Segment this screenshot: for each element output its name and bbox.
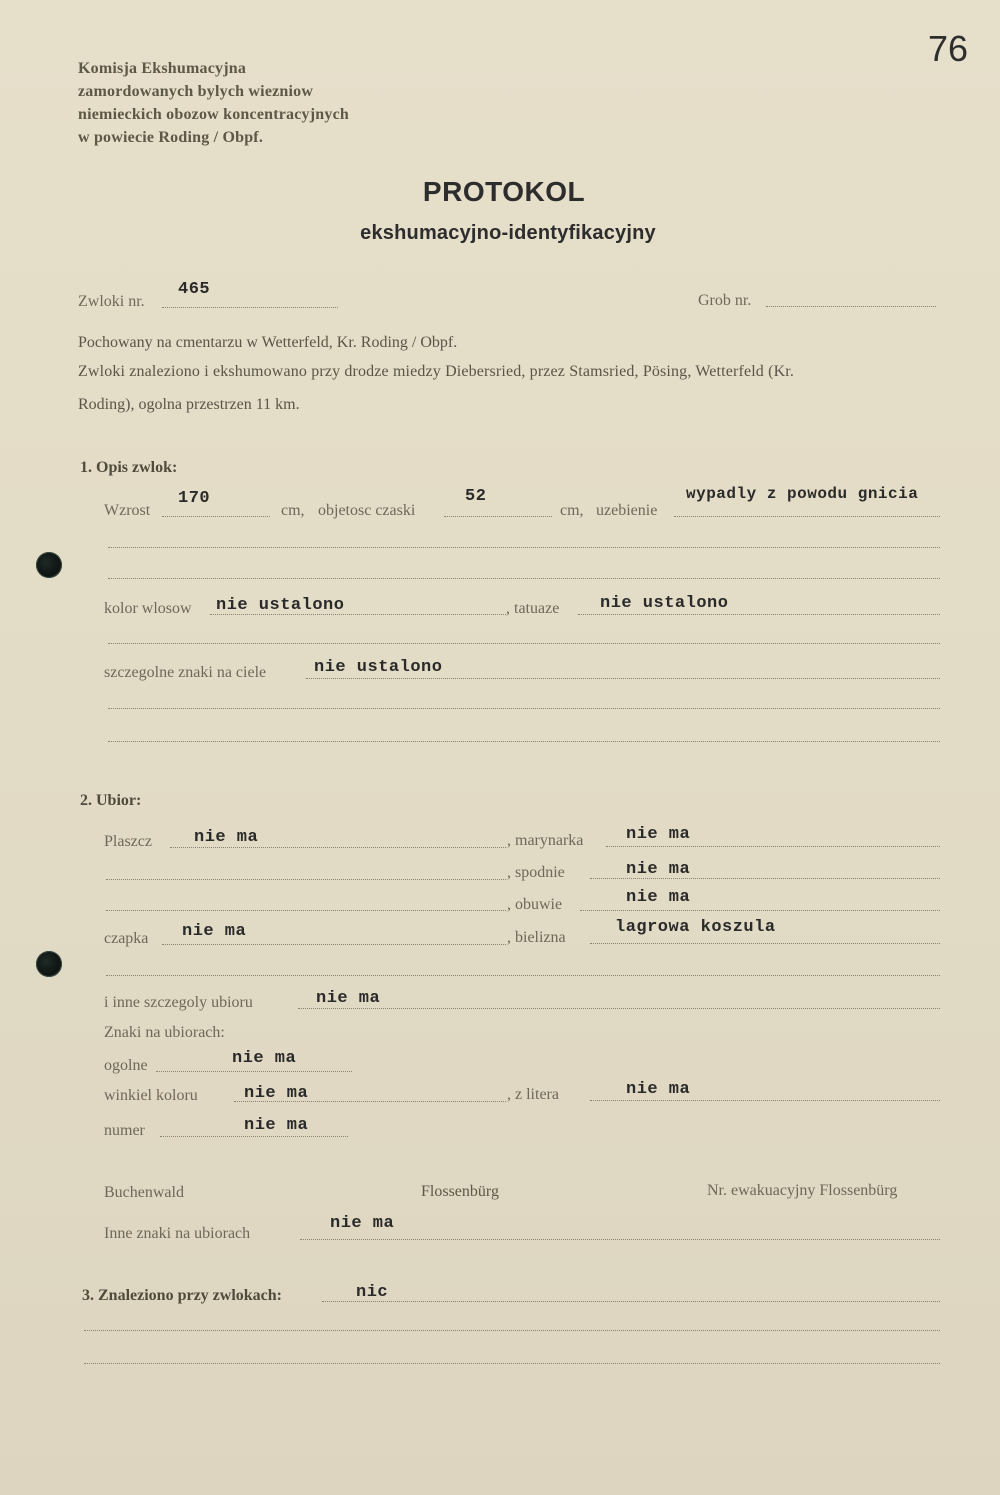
tattoo-label: , tatuaze bbox=[506, 600, 560, 617]
trousers-label: , spodnie bbox=[507, 864, 565, 881]
other-details-value: nie ma bbox=[316, 989, 381, 1008]
other-clothing-marks-value: nie ma bbox=[330, 1214, 395, 1233]
blank-line bbox=[108, 708, 940, 709]
height-unit: cm, bbox=[281, 502, 305, 519]
triangle-color-value: nie ma bbox=[244, 1084, 309, 1103]
teeth-value: wypadly z powodu gnicia bbox=[686, 485, 919, 503]
camp-buchenwald-label: Buchenwald bbox=[104, 1184, 184, 1201]
found-items-line bbox=[322, 1301, 940, 1302]
section-3-heading: 3. Znaleziono przy zwlokach: bbox=[82, 1287, 282, 1304]
blank-line bbox=[108, 741, 940, 742]
general-marks-line bbox=[156, 1071, 352, 1072]
skull-value: 52 bbox=[465, 487, 487, 506]
underwear-label: , bielizna bbox=[507, 929, 566, 946]
document-title: PROTOKOL bbox=[422, 176, 586, 207]
trousers-value: nie ma bbox=[626, 860, 691, 879]
triangle-color-label: winkiel koloru bbox=[104, 1087, 198, 1104]
letter-value: nie ma bbox=[626, 1080, 691, 1099]
cap-label: czapka bbox=[104, 930, 149, 947]
number-label: numer bbox=[104, 1122, 145, 1139]
coat-line bbox=[170, 847, 506, 848]
blank-line bbox=[108, 578, 940, 579]
shoes-line bbox=[580, 910, 940, 911]
other-clothing-marks-line bbox=[300, 1239, 940, 1240]
section-1-heading: 1. Opis zwlok: bbox=[80, 459, 178, 476]
section-2-heading: 2. Ubior: bbox=[80, 792, 142, 809]
jacket-value: nie ma bbox=[626, 825, 691, 844]
general-marks-value: nie ma bbox=[232, 1049, 297, 1068]
evacuation-number-label: Nr. ewakuacyjny Flossenbürg bbox=[707, 1182, 898, 1199]
body-number-label: Zwloki nr. bbox=[78, 293, 145, 310]
blank-line bbox=[106, 910, 506, 911]
underwear-value: lagrowa koszula bbox=[615, 918, 776, 937]
burial-line-2: Zwloki znaleziono i ekshumowano przy drodze miedzy Diebersried, przez Stamsried, Pösing, Wetterfeld (Kr. bbox=[78, 363, 795, 380]
blank-line bbox=[106, 975, 940, 976]
camp-flossenburg-label: Flossenbürg bbox=[421, 1183, 499, 1200]
coat-value: nie ma bbox=[194, 828, 259, 847]
document-subtitle: ekshumacyjno-identyfikacyjny bbox=[360, 222, 656, 244]
teeth-label: uzebienie bbox=[596, 502, 658, 519]
blank-line bbox=[106, 879, 506, 880]
body-number-value: 465 bbox=[178, 280, 211, 299]
skull-line bbox=[444, 516, 552, 517]
blank-line bbox=[108, 643, 940, 644]
tattoo-value: nie ustalono bbox=[600, 594, 729, 613]
burial-line-3: Roding), ogolna przestrzen 11 km. bbox=[78, 396, 300, 413]
jacket-label: , marynarka bbox=[507, 832, 584, 849]
burial-line-1: Pochowany na cmentarzu w Wetterfeld, Kr. Roding / Obpf. bbox=[78, 334, 458, 351]
body-number-line bbox=[162, 307, 338, 308]
body-marks-label: szczegolne znaki na ciele bbox=[104, 664, 267, 681]
height-label: Wzrost bbox=[104, 502, 151, 519]
blank-line bbox=[108, 547, 940, 548]
cap-value: nie ma bbox=[182, 922, 247, 941]
coat-label: Plaszcz bbox=[104, 833, 152, 850]
number-value: nie ma bbox=[244, 1116, 309, 1135]
jacket-line bbox=[606, 846, 940, 847]
shoes-label: , obuwie bbox=[507, 896, 563, 913]
page-number: 76 bbox=[928, 28, 969, 69]
skull-unit: cm, bbox=[560, 502, 584, 519]
other-clothing-marks-label: Inne znaki na ubiorach bbox=[104, 1225, 251, 1242]
height-line bbox=[162, 516, 270, 517]
general-marks-label: ogolne bbox=[104, 1057, 148, 1074]
body-marks-line bbox=[306, 678, 940, 679]
blank-line bbox=[84, 1330, 940, 1331]
height-value: 170 bbox=[178, 489, 211, 508]
blank-line bbox=[84, 1363, 940, 1364]
grave-number-label: Grob nr. bbox=[698, 292, 752, 309]
cap-line bbox=[162, 944, 506, 945]
binder-hole bbox=[36, 552, 62, 578]
found-items-value: nic bbox=[356, 1283, 389, 1302]
binder-hole bbox=[36, 951, 62, 977]
skull-label: objetosc czaski bbox=[318, 502, 416, 519]
letter-line bbox=[590, 1100, 940, 1101]
header-line-2: zamordowanych bylych wiezniow bbox=[78, 83, 314, 100]
header-line-1: Komisja Ekshumacyjna bbox=[78, 60, 247, 77]
teeth-line bbox=[674, 516, 940, 517]
letter-label: , z litera bbox=[507, 1086, 559, 1103]
other-details-line bbox=[298, 1008, 940, 1009]
tattoo-line bbox=[578, 614, 940, 615]
other-details-label: i inne szczegoly ubioru bbox=[104, 994, 253, 1011]
hair-color-label: kolor wlosow bbox=[104, 600, 192, 617]
header-line-4: w powiecie Roding / Obpf. bbox=[78, 129, 264, 146]
hair-color-value: nie ustalono bbox=[216, 596, 345, 615]
body-marks-value: nie ustalono bbox=[314, 658, 443, 677]
header-line-3: niemieckich obozow koncentracyjnych bbox=[78, 106, 349, 123]
shoes-value: nie ma bbox=[626, 888, 691, 907]
number-line bbox=[160, 1136, 348, 1137]
grave-number-line bbox=[766, 306, 936, 307]
underwear-line bbox=[590, 943, 940, 944]
clothing-marks-heading: Znaki na ubiorach: bbox=[104, 1024, 225, 1041]
